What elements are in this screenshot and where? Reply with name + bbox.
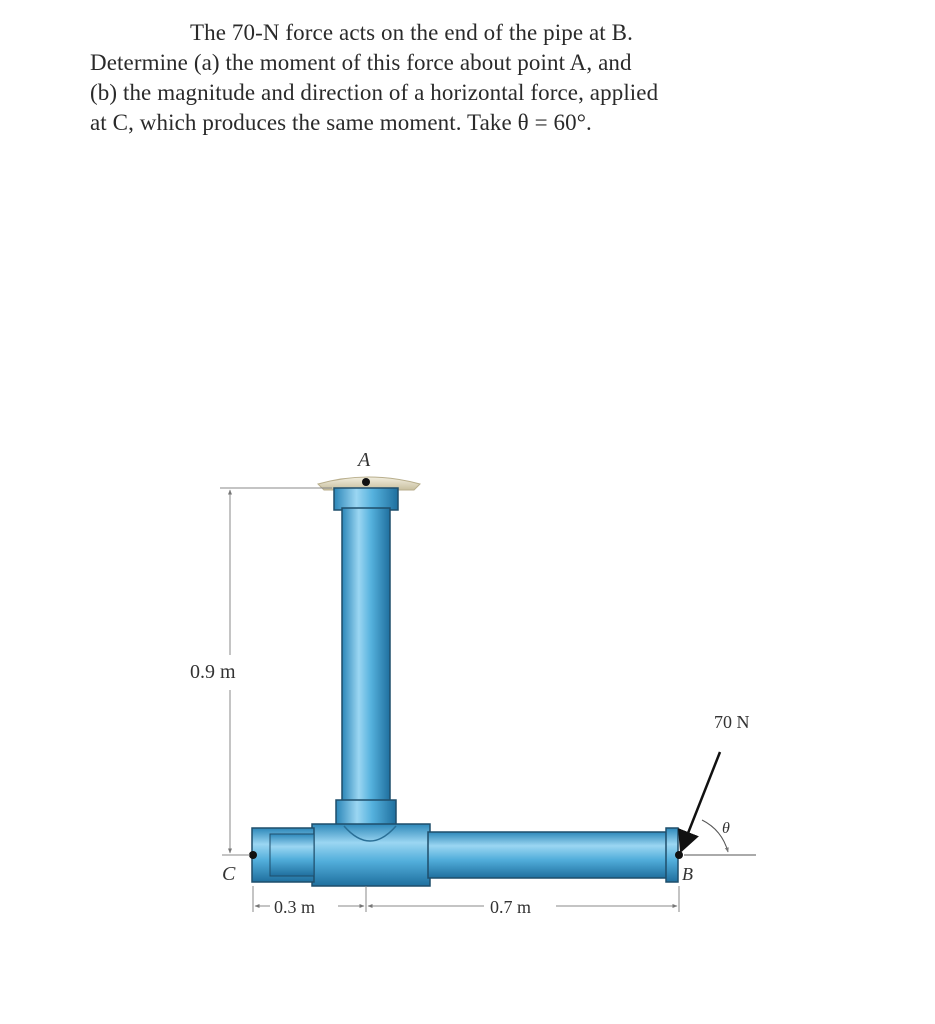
- label-theta: θ: [722, 820, 730, 837]
- problem-line-1: The 70-N force acts on the end of the pipe at B.: [190, 20, 633, 45]
- label-a: A: [358, 449, 371, 471]
- dimension-vertical: [220, 488, 332, 855]
- force-arrow: [681, 752, 720, 851]
- label-dim-right: 0.7 m: [490, 897, 532, 917]
- point-a-marker: [362, 478, 370, 486]
- label-force: 70 N: [714, 712, 750, 732]
- label-c: C: [222, 863, 236, 885]
- vertical-pipe: [334, 488, 398, 826]
- problem-line-3: (b) the magnitude and direction of a horizontal force, applied: [90, 80, 659, 105]
- label-dim-vertical: 0.9 m: [190, 661, 236, 683]
- tee-fitting: [312, 824, 430, 886]
- label-b: B: [682, 864, 693, 884]
- label-dim-left: 0.3 m: [274, 897, 316, 917]
- point-b-marker: [675, 851, 683, 859]
- dimension-horizontal: [253, 886, 679, 912]
- point-c-marker: [249, 851, 257, 859]
- problem-line-2: Determine (a) the moment of this force about point A, and: [90, 50, 632, 75]
- problem-line-4: at C, which produces the same moment. Take θ = 60°.: [90, 110, 592, 135]
